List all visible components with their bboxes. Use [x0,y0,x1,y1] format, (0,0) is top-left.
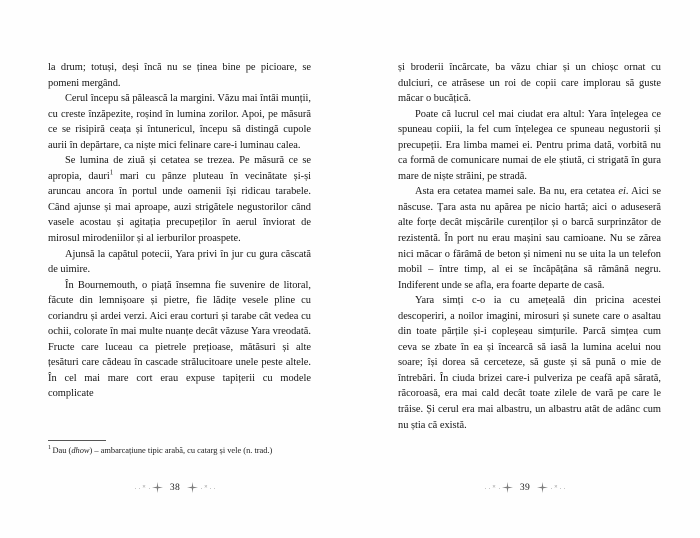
ornament-left-group [135,482,163,493]
ornament-left-group [485,482,513,493]
paragraph: la drum; totuși, deși încă nu se ținea bine pe picioare, se pomeni mergând. [48,62,311,89]
footnote-reference-marker[interactable]: 1 [109,169,114,177]
ornament-right-group [187,482,215,493]
paragraph-with-italic: Asta era cetatea mamei sale. Ba nu, era cetatea ei. Aici se născuse. Țara asta nu apărea pe nicio hartă; aici o aduseseră alte forțe decât mișcările curenților și o barcă surprinzător de rezistentă. În port nu erau mașini sau camioane. Nu se zărea nici măcar o fărâmă de beton și nimeni nu se uita la un telefon mobil – între timp, al ei se încăpățâna să rămână negru. Indiferent unde se afla, era foarte departe de casă. [398,186,661,291]
x-mark-icon: ✕ [203,483,208,489]
paragraph: Poate că lucrul cel mai ciudat era altul: Yara înțelegea ce spuneau copiii, la fel cum înțelegea ce spuneau negustorii și precupeții. Era limba mamei ei. Pentru prima dată, vorbită nu ca formă de comunicare numai de ele știută, ci strigată în gura mare de niște străini, pe stradă. [398,108,661,182]
folio-left [0,478,350,496]
footnote-text [48,445,311,457]
paragraph: Ajunsă la capătul potecii, Yara privi în jur cu gura căscată de uimire. [48,248,311,276]
dot-icon [551,488,552,489]
footnote-italic-term: dhow [71,445,90,455]
x-mark-icon: ✕ [553,483,558,489]
four-point-star-icon [537,482,548,493]
dot-icon [485,488,486,489]
paragraph-with-footnote-ref: Se lumina de ziuă și cetatea se trezea. Pe măsură ce se apropia, dauri$^1$ mari cu pânze pluteau în vecinătate și-și aruncau ancora în portul unde oamenii își ridicau tarabele. Când ajunse și mai aproape, auzi strigătele negustorilor când vasele acostau și agitația precupeților în aerul înviorat de mirosul mirodeniilor și al ierburilor proaspete. [48,155,312,245]
four-point-star-icon [502,482,513,493]
body-text-left [48,60,311,402]
ornament-right-group [537,482,565,493]
footnote-marker: 1 [48,444,51,451]
four-point-star-icon [152,482,163,493]
italic-word: ei [618,186,626,198]
dot-icon [214,488,215,489]
x-mark-icon: ✕ [142,483,146,489]
dot-icon [201,488,202,489]
footnote-block [48,440,311,457]
four-point-star-icon [187,482,198,493]
footnote-rest: ) – ambarcațiune tipic arabă, cu catarg și vele (n. trad.) [89,445,273,455]
dot-icon [499,488,500,489]
body-text-right [398,60,661,433]
page-number-right: 39 [519,481,531,493]
dot-icon [489,488,490,489]
paragraph: Yara simți c-o ia cu amețeală din pricina acestei descoperiri, a noilor imagini, mirosuri și sunete care o asaltau din toate părțile și-i copleșeau simțurile. Parcă simțea cum ceva se zbate în ea și încearcă să iasă la lumina acelui nou soare; își dorea să cerceteze, să guste și să pună o mie de întrebări. În ciuda brizei care-i pulveriza pe ceafă apă sărată, răcoroasă, era mai cald decât toate zilele de vară pe care le trăise. Și cerul era mai albastru, un albastru atât de adânc cum nu știa că există. [398,295,661,431]
dot-icon [149,488,150,489]
footnote-lead: Dau ( [52,445,72,455]
x-mark-icon: ✕ [492,483,496,489]
paragraph: În Bournemouth, o piață însemna fie suvenire de litoral, făcute din lemnișoare și pietre, fie lădițe vesele pline cu coriandru și ardei verzi. Aici erau corturi și tarabe cât vedea cu ochii, colorate în mai multe nuanțe decât văzuse Yara vreodată. Fructe care luceau ca pietrele prețioase, mătăsuri și alte țesături care cădeau în cascade strălucitoare unele peste altele. În cel mai mare cort erau expuse tapițerii cu modele complicate [48,279,311,400]
dot-icon [139,488,140,489]
dot-icon [135,488,136,489]
folio-right [350,478,700,496]
dot-icon [210,488,211,489]
page-number-left: 38 [169,481,181,493]
dot-icon [560,488,561,489]
footnote-separator-rule [48,440,106,441]
page-right [350,0,700,538]
paragraph: Cerul începu să pălească la margini. Văzu mai întâi munții, cu creste înzăpezite, roșind în lumina zorilor. Apoi, pe măsură ce se risipiră ceața și întunericul, începu să distingă cupole aurii în depărtare, ca niște mici felinare care-i luminau calea. [48,93,311,151]
dot-icon [564,488,565,489]
paragraph: și broderii încărcate, ba văzu chiar și un chioșc ornat cu dulciuri, ce atrăsese un roi de copii care implorau să guste măcar o bucățică. [398,62,661,105]
